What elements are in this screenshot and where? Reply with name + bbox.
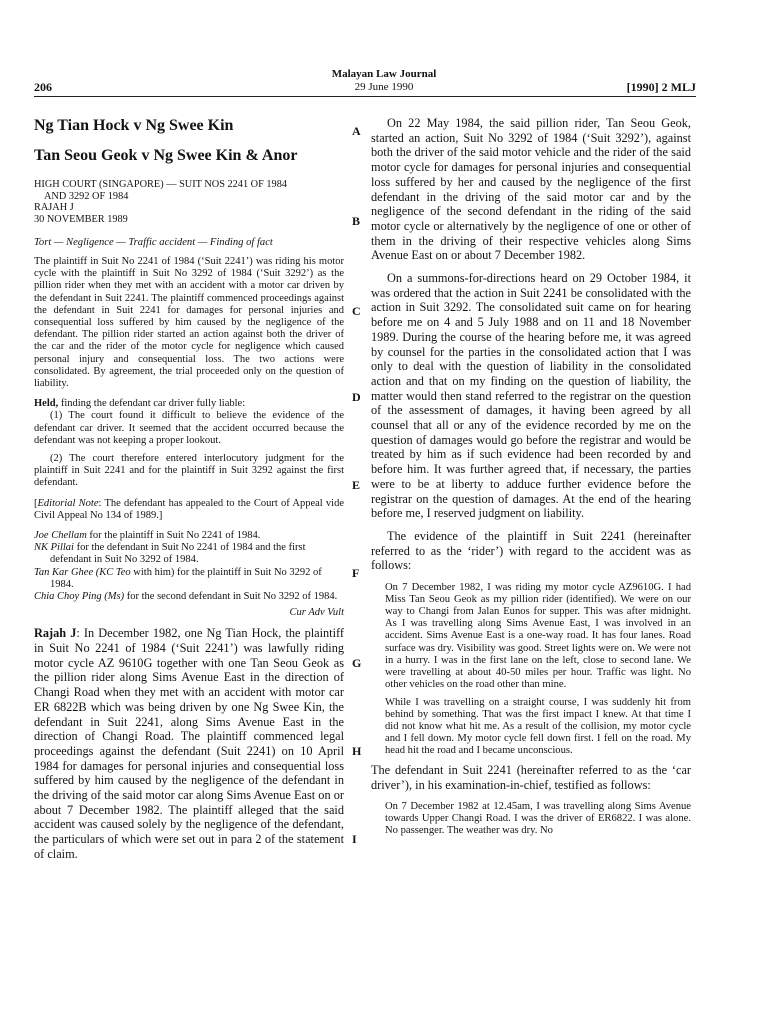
citation: [1990] 2 MLJ [626,80,696,94]
margin-letter: A [352,124,361,138]
margin-letter: B [352,214,361,228]
counsel-name: Joe Chellam [34,530,87,542]
judge: RAJAH J [34,202,74,213]
margin-letter: E [352,478,361,492]
judge-speaker: Rajah J [34,626,77,641]
editorial-label: Editorial Note [37,497,99,509]
evidence-quote-1: On 7 December 1982, I was riding my motor cycle AZ9610G. I had Miss Tan Seou Geok as my pillion rider (identified). We were on our way to Changi from Jalan Eunos for supper. This was after midnight. As I was travelling along Sims Avenue East, I was involved in an accident. Sims Avenue East is a one-way road. It has four lanes. Road surface was dry. Visibility was good. Street lights were on. We were not in a hurry. I was in the first lane on the left, close to second lane. We were travelling at about 40-50 miles per hour. Traffic was light. No other vehicles on the road other than mine. [385,582,691,690]
decision-date: 30 NOVEMBER 1989 [34,213,128,225]
counsel-entry [34,542,344,566]
page-number: 206 [34,80,52,94]
counsel-entry [34,530,344,542]
judgment-para-1-text: : In December 1982, one Ng Tian Hock, the plaintiff in Suit No 2241 of 1984 (‘Suit 2241’) was lawfully riding motor cycle AZ 9610G together with one Tan Seou Geok as the pillion rider along Sims Avenue East in the direction of Changi Road when they met with an accident with motor car ER 6822B which was being driven by one Ng Swee Kin, the defendant in Suit 2241, along Sims Avenue East in the direction of Changi Road. The plaintiff commenced legal proceedings against the defendant (Suit 2241) on 10 April 1984 for damages for personal injuries and consequential loss suffered by him caused by the negligence of the defendant in the driving of the said motor car along Sims Avenue East on or about 7 December 1982. The plaintiff alleged that the said accident was caused solely by the negligence of the defendant, the particulars of which were set out in para 2 of the statement of claim. [34,626,344,861]
margin-letter: I [352,832,357,846]
case-meta [34,179,344,225]
held-point-2: (2) The court therefore entered interlocutory judgment for the plaintiff in Suit 2241 and for the plaintiff in Suit 3292 against the first defendant. [34,453,344,489]
evidence-quote-2: While I was travelling on a straight course, I was suddenly hit from behind by something. That was the first impact I knew. At that time I did not know what hit me. As a result of the collision, my motor cycle and I fell down. My motor cycle fell down first. I fell on the road. My head hit the road and I became unconscious. [385,696,691,757]
margin-letter: F [352,566,360,580]
counsel-list [34,530,344,603]
cur-adv-vult: Cur Adv Vult [289,607,344,619]
counsel-role: with him) for the plaintiff in Suit No 3292 of 1984. [50,566,322,590]
held [34,398,344,410]
counsel-entry [34,591,344,603]
case-title-2: Tan Seou Geok v Ng Swee Kin & Anor [34,147,298,164]
journal-name: Malayan Law Journal [331,68,437,80]
editorial-text: : The defendant has appealed to the Court of Appeal vide Civil Appeal No 134 of 1989.] [34,497,345,521]
evidence-quote-3: On 7 December 1982 at 12.45am, I was travelling along Sims Avenue towards Upper Changi Road. I was the driver of ER6822. I was alone. No passenger. The weather was dry. No [385,800,691,836]
judgment-para-3: On a summons-for-directions heard on 29 October 1984, it was ordered that the action in Suit 2241 be consolidated with the action in Suit 3292. The consolidated suit came on for hearing before me on 4 and 5 July 1988 and on 11 and 18 November 1989. During the course of the hearing before me, it was agreed by counsel for the parties in the consolidated action that I was only to deal with the question of liability in the consolidated action and that on my finding on the question of liability, the matter would then stand referred to the registrar on the question of the assessment of damages, it having been agreed by all counsel that all or any of the evidence recorded by me on the question of damages would go before the registrar and would be treated by him as if such evidence had been recorded by and before him. It was further agreed that, if necessary, the parties were to be at liberty to adduce further evidence before the registrar on the question of damages. At the end of the hearing before me, I reserved judgment on liability. [371,271,691,521]
header-rule [34,96,696,97]
counsel-role: for the second defendant in Suit No 3292 of 1984. [124,591,338,603]
judgment-para-2: On 22 May 1984, the said pillion rider, Tan Seou Geok, started an action, Suit No 3292 of 1984 (‘Suit 3292’), against both the driver of the said motor vehicle and the rider of the said motor cycle for damages for personal injuries and consequential loss suffered by her and caused by the negligence of the first defendant in the driving of the said motor car and by the negligence of the second defendant in the riding of the said motor cycle or alternatively by the negligence of one or other of them in the driving of their respective vehicles along Sims Avenue East on or about 7 December 1982. [371,116,691,263]
counsel-entry [34,567,344,591]
issue-date: 29 June 1990 [354,81,414,93]
counsel-role: for the defendant in Suit No 2241 of 1984 and the first defendant in Suit No 3292 of 1984. [50,542,306,566]
margin-letter: D [352,390,361,404]
headnote: The plaintiff in Suit No 2241 of 1984 (‘Suit 2241’) was riding his motor cycle with the plaintiff in Suit No 3292 of 1984 (‘Suit 3292’) as the pillion rider when they met with an accident with a motor car driven by the defendant in Suit 2241. The plaintiff commenced proceedings against the defendant in Suit 2241 for damages for personal injuries and consequential loss suffered by him caused by the negligence of the defendant. The pillion rider started an action against both the driver of the car and the rider of the motor cycle for negligence which caused personal injury and consequential loss. The two actions were consolidated. By agreement, the trial proceeded only on the question of liability. [34,256,344,390]
left-column [34,116,344,862]
counsel-role: for the plaintiff in Suit No 2241 of 1984. [86,530,261,542]
case-title-1: Ng Tian Hock v Ng Swee Kin [34,117,234,134]
editorial-note [34,498,344,522]
judgment-para-1 [34,626,344,861]
right-column [371,116,691,843]
judgment-para-5: The defendant in Suit 2241 (hereinafter referred to as the ‘car driver’), in his examination-in-chief, testified as follows: [371,763,691,793]
court-line-1: HIGH COURT (SINGAPORE) — SUIT NOS 2241 OF 1984 [34,179,288,190]
held-point-1: (1) The court found it difficult to believe the evidence of the defendant car driver. It seemed that the accident occurred because the defendant was not keeping a proper lookout. [34,410,344,446]
court-line-2: AND 3292 OF 1984 [44,190,129,202]
held-intro: finding the defendant car driver fully liable: [58,398,246,410]
judgment-para-4: The evidence of the plaintiff in Suit 2241 (hereinafter referred to as the ‘rider’) with regard to the accident was as follows: [371,528,691,573]
counsel-name: Tan Kar Ghee (KC Teo [34,566,131,578]
margin-letter: C [352,304,361,318]
margin-letter: H [352,744,362,758]
editorial-open-bracket: [ [34,497,38,509]
counsel-name: Chia Choy Ping (Ms) [34,591,125,603]
counsel-name: NK Pillai [34,542,74,554]
margin-letter: G [352,656,362,670]
catchwords: Tort — Negligence — Traffic accident — Finding of fact [34,237,273,248]
held-label: Held, [34,398,59,410]
